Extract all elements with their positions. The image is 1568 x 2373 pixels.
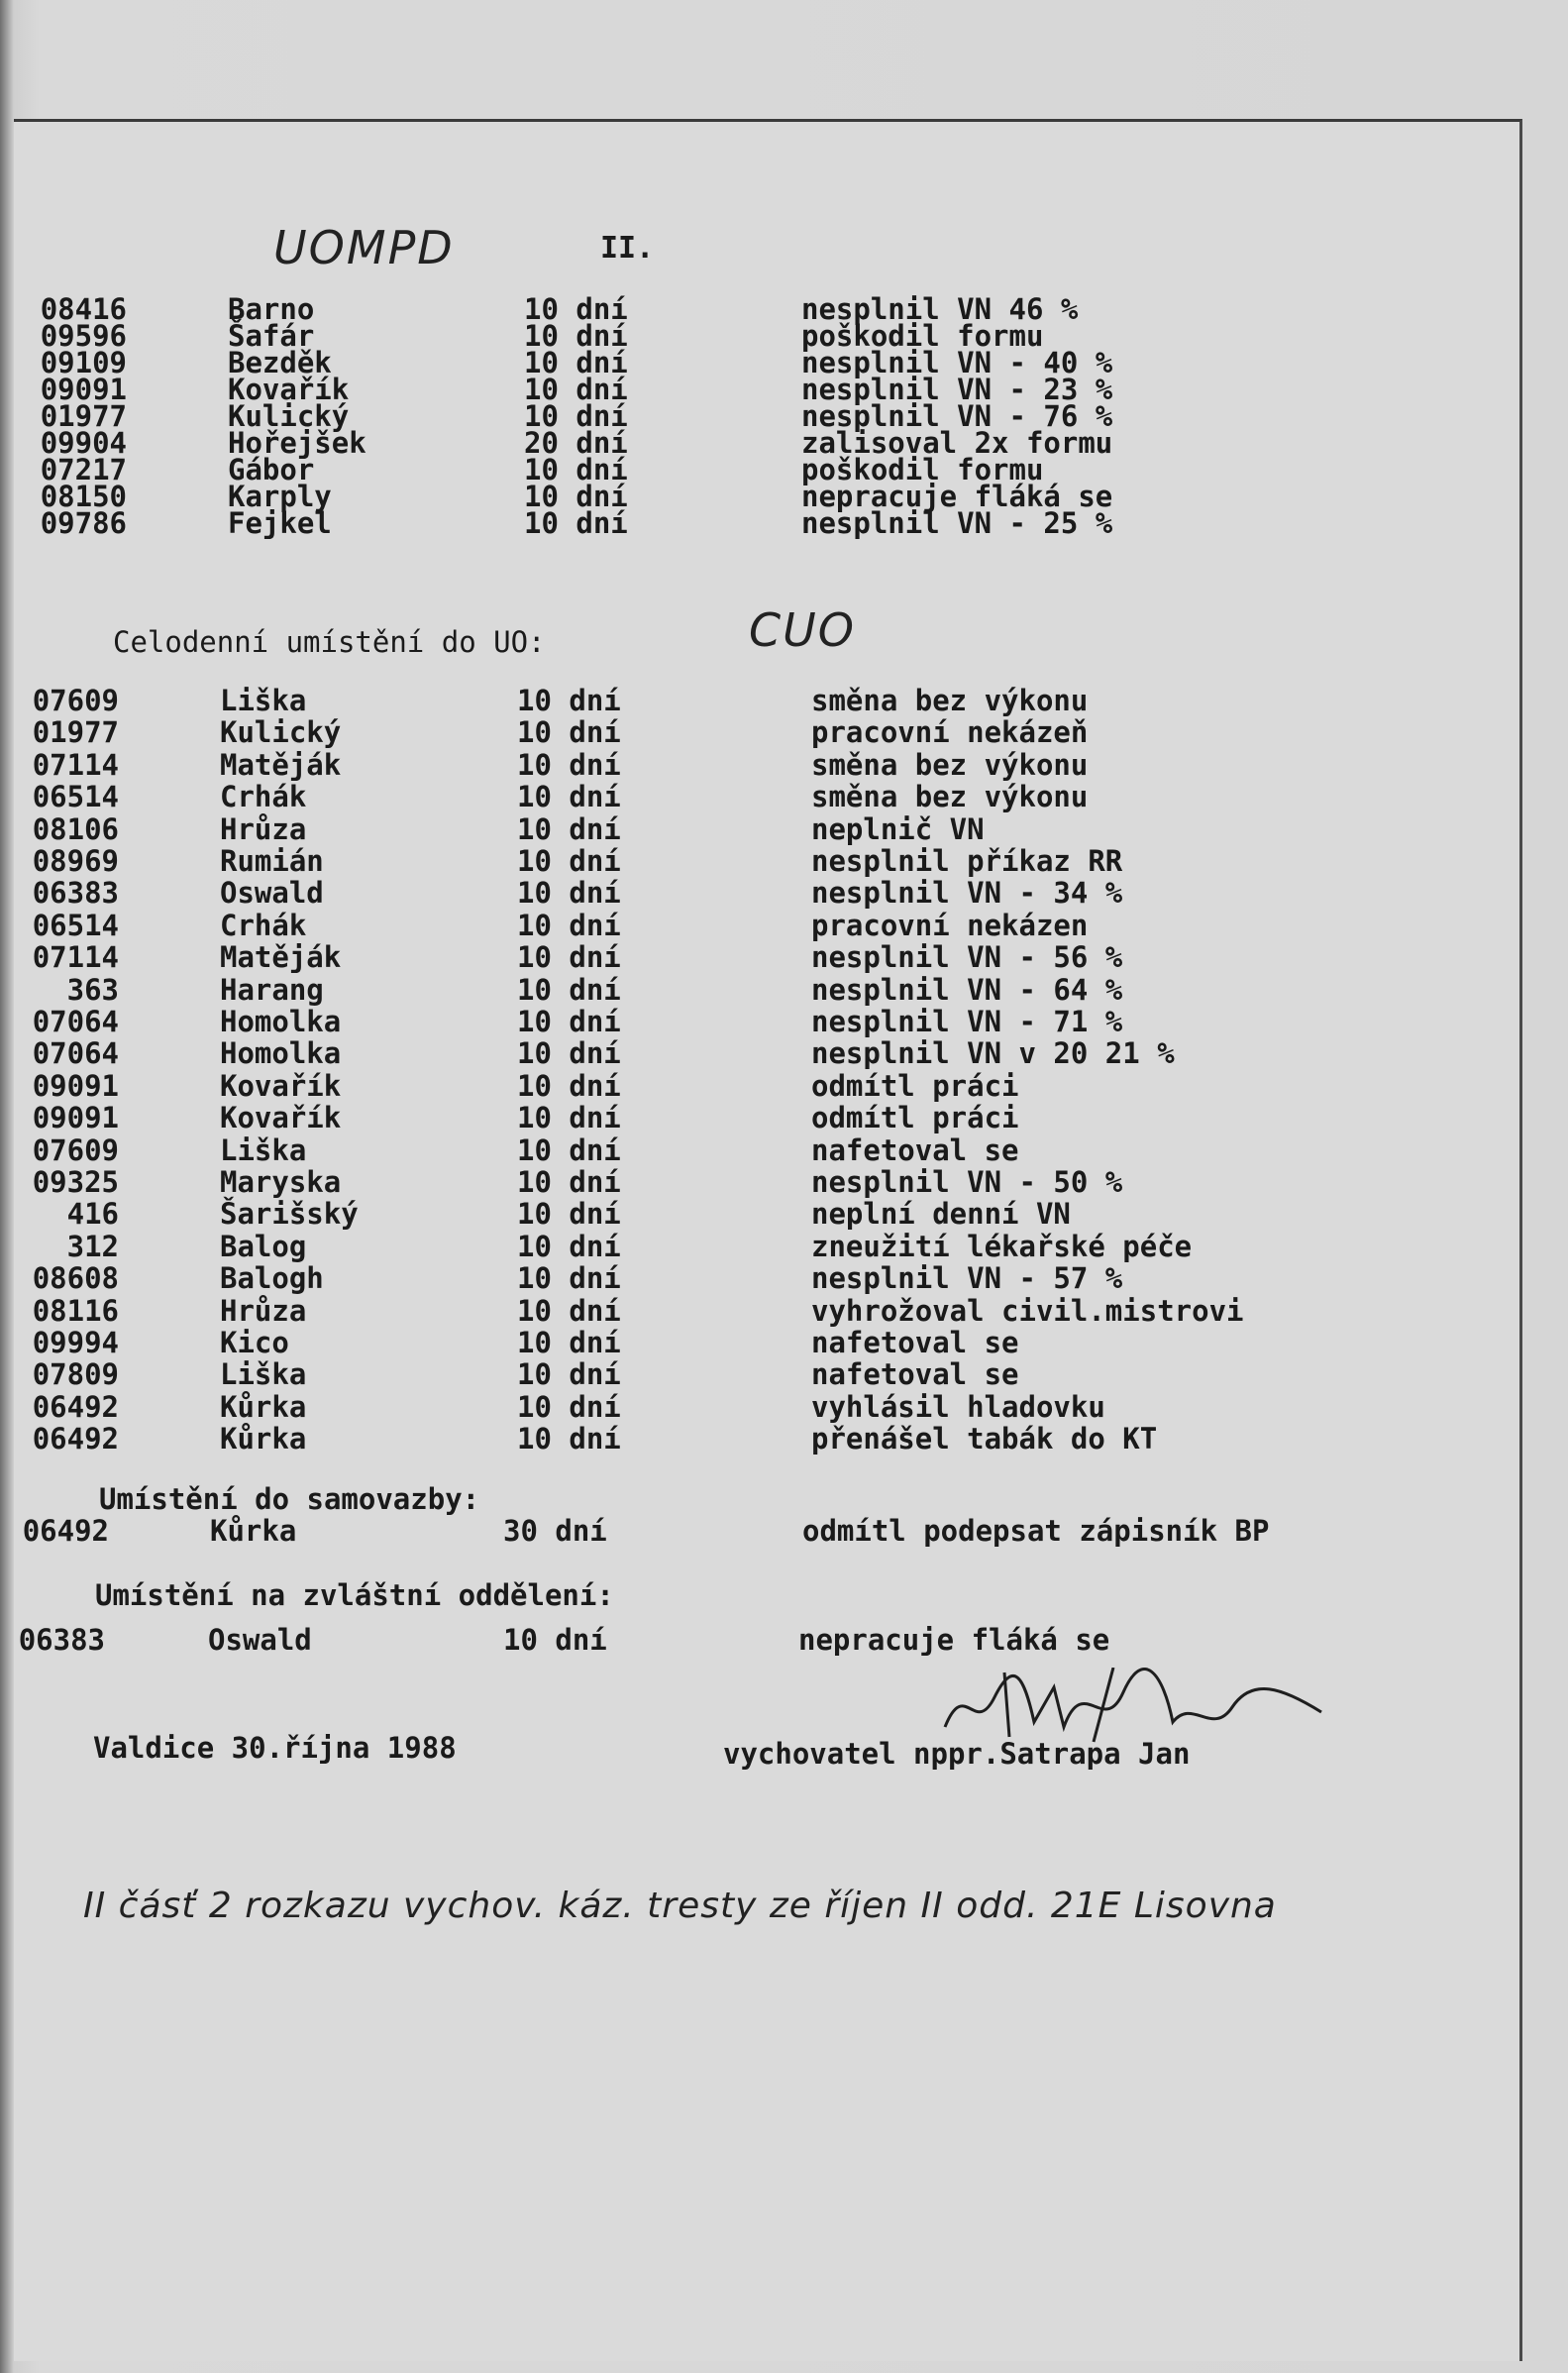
inmate-name: Balogh xyxy=(220,1261,324,1296)
handwritten-signature xyxy=(935,1668,1331,1747)
duration: 10 dní xyxy=(524,453,628,486)
reason: poškodil formu xyxy=(801,319,1044,353)
record-number: 09091 xyxy=(32,1101,119,1135)
record-number: 09596 xyxy=(40,319,127,353)
duration: 10 dní xyxy=(517,1229,621,1263)
inmate-name: Šafár xyxy=(228,319,315,353)
handwritten-caption: II čásť 2 rozkazu vychov. káz. trestу ze říjen II odd. 21E Lisovna xyxy=(83,1886,1277,1926)
record-number: 08150 xyxy=(40,480,127,513)
duration: 10 dní xyxy=(517,1068,621,1103)
reason: nesplnil VN v 20 21 % xyxy=(811,1036,1175,1071)
reason: zalisoval 2x formu xyxy=(801,426,1113,460)
duration: 10 dní xyxy=(517,1197,621,1232)
duration: 10 dní xyxy=(524,480,628,513)
reason: směna bez výkonu xyxy=(811,747,1089,782)
reason: nesplnil VN 46 % xyxy=(801,292,1079,326)
table-row xyxy=(14,1229,1302,1263)
inmate-name: Matěják xyxy=(220,747,342,782)
table-row xyxy=(14,1389,1302,1424)
reason: nepracuje fláká se xyxy=(798,1623,1110,1657)
inmate-name: Kulický xyxy=(228,399,350,433)
table-row xyxy=(14,1197,1302,1232)
table-row xyxy=(14,506,1302,540)
table-row xyxy=(14,972,1302,1007)
record-number: 06383 xyxy=(18,1623,105,1657)
table-row xyxy=(14,480,1302,513)
reason: nafetoval se xyxy=(811,1326,1019,1359)
table-row xyxy=(14,1133,1302,1167)
reason: odmítl podepsat zápisník BP xyxy=(802,1514,1270,1548)
record-number: 07217 xyxy=(40,453,127,486)
record-number: 09994 xyxy=(32,1326,119,1359)
table-row xyxy=(14,1422,1302,1456)
record-number: 08969 xyxy=(32,844,119,878)
record-number: 07609 xyxy=(32,684,119,717)
table-row xyxy=(14,1326,1302,1359)
section2-heading: Celodenní umístění do UO: xyxy=(113,625,546,659)
table-row xyxy=(14,811,1302,846)
inmate-name: Bezděk xyxy=(228,346,332,379)
table-row xyxy=(14,292,1302,326)
duration: 10 dní xyxy=(517,1389,621,1424)
inmate-name: Kico xyxy=(220,1326,289,1359)
section3-heading: Umístění do samovazby: xyxy=(99,1482,480,1516)
inmate-name: Maryska xyxy=(220,1165,342,1199)
inmate-name: Fejkel xyxy=(228,506,332,540)
inmate-name: Kůrka xyxy=(220,1389,307,1424)
record-number: 06514 xyxy=(32,908,119,942)
table-row xyxy=(14,684,1302,717)
inmate-name: Oswald xyxy=(208,1623,312,1657)
reason: přenášel tabák do KT xyxy=(811,1422,1158,1456)
record-number: 01977 xyxy=(40,399,127,433)
duration: 10 dní xyxy=(517,1165,621,1199)
table-row xyxy=(14,780,1302,814)
inmate-name: Kovařík xyxy=(228,373,350,406)
place-date: Valdice 30.října 1988 xyxy=(93,1731,457,1765)
record-number: 07114 xyxy=(32,747,119,782)
duration: 10 dní xyxy=(517,1133,621,1167)
record-number: 08106 xyxy=(32,811,119,846)
reason: zneužití lékařské péče xyxy=(811,1229,1193,1263)
record-number: 07114 xyxy=(32,940,119,975)
section-label: II. xyxy=(600,231,655,266)
record-number: 06492 xyxy=(22,1514,109,1548)
reason: nesplnil VN - 23 % xyxy=(801,373,1113,406)
duration: 10 dní xyxy=(517,908,621,942)
reason: nesplnil VN - 71 % xyxy=(811,1005,1123,1038)
duration: 10 dní xyxy=(517,876,621,911)
table-row xyxy=(14,844,1302,878)
reason: vyhrožoval civil.mistrovi xyxy=(811,1293,1244,1328)
table-row xyxy=(14,346,1302,379)
record-number: 07609 xyxy=(32,1133,119,1167)
duration: 10 dní xyxy=(517,811,621,846)
duration: 10 dní xyxy=(517,1101,621,1135)
inmate-name: Kulický xyxy=(220,715,342,750)
table-row xyxy=(14,908,1302,942)
record-number: 09109 xyxy=(40,346,127,379)
duration: 10 dní xyxy=(517,715,621,750)
reason: pracovní nekázeň xyxy=(811,715,1089,750)
table-row xyxy=(14,1101,1302,1135)
table-row xyxy=(14,426,1302,460)
signatory-line: vychovatel nppr.Satrapa Jan xyxy=(723,1737,1191,1771)
reason: nafetoval se xyxy=(811,1133,1019,1167)
inmate-name: Kovařík xyxy=(220,1068,342,1103)
reason: nesplnil VN - 50 % xyxy=(811,1165,1123,1199)
duration: 10 dní xyxy=(524,373,628,406)
inmate-name: Harang xyxy=(220,972,324,1007)
duration: 10 dní xyxy=(524,506,628,540)
table-row xyxy=(14,1036,1302,1071)
reason: směna bez výkonu xyxy=(811,780,1089,814)
reason: poškodil formu xyxy=(801,453,1044,486)
duration: 10 dní xyxy=(517,1326,621,1359)
reason: nesplnil VN - 64 % xyxy=(811,972,1123,1007)
reason: nesplnil VN - 57 % xyxy=(811,1261,1123,1296)
duration: 10 dní xyxy=(517,1293,621,1328)
section4-heading: Umístění na zvláštní oddělení: xyxy=(95,1578,614,1612)
reason: vyhlásil hladovku xyxy=(811,1389,1105,1424)
duration: 10 dní xyxy=(517,747,621,782)
inmate-name: Rumián xyxy=(220,844,324,878)
inmate-name: Gábor xyxy=(228,453,315,486)
inmate-name: Karply xyxy=(228,480,332,513)
inmate-name: Hrůza xyxy=(220,1293,307,1328)
record-number: 08416 xyxy=(40,292,127,326)
reason: nafetoval se xyxy=(811,1357,1019,1392)
table-row xyxy=(14,1005,1302,1038)
record-number: 09904 xyxy=(40,426,127,460)
record-number: 06492 xyxy=(32,1422,119,1456)
record-number: 07064 xyxy=(32,1036,119,1071)
inmate-name: Matěják xyxy=(220,940,342,975)
record-number: 06492 xyxy=(32,1389,119,1424)
record-number: 06383 xyxy=(32,876,119,911)
reason: nesplnil VN - 40 % xyxy=(801,346,1113,379)
record-number: 07809 xyxy=(32,1357,119,1392)
reason: směna bez výkonu xyxy=(811,684,1089,717)
table-row xyxy=(14,319,1302,353)
reason: nesplnil VN - 56 % xyxy=(811,940,1123,975)
inmate-name: Hrůza xyxy=(220,811,307,846)
duration: 10 dní xyxy=(517,972,621,1007)
duration: 10 dní xyxy=(517,1036,621,1071)
duration: 10 dní xyxy=(517,684,621,717)
reason: odmítl práci xyxy=(811,1068,1019,1103)
inmate-name: Balog xyxy=(220,1229,307,1263)
reason: pracovní nekázen xyxy=(811,908,1089,942)
table-row xyxy=(14,1623,1302,1657)
record-number: 07064 xyxy=(32,1005,119,1038)
table-row xyxy=(14,747,1302,782)
record-number: 08608 xyxy=(32,1261,119,1296)
duration: 10 dní xyxy=(517,780,621,814)
inmate-name: Kůrka xyxy=(220,1422,307,1456)
inmate-name: Kůrka xyxy=(210,1514,297,1548)
duration: 10 dní xyxy=(517,1357,621,1392)
record-number: 09091 xyxy=(40,373,127,406)
handwritten-unit-label: UOMPD xyxy=(273,221,455,274)
reason: nepracuje fláká se xyxy=(801,480,1113,513)
inmate-name: Homolka xyxy=(220,1005,342,1038)
duration: 10 dní xyxy=(524,399,628,433)
table-row xyxy=(14,1514,1302,1548)
table-row xyxy=(14,715,1302,750)
reason: nesplnil VN - 76 % xyxy=(801,399,1113,433)
inmate-name: Oswald xyxy=(220,876,324,911)
table-row xyxy=(14,1357,1302,1392)
duration: 10 dní xyxy=(517,1261,621,1296)
table-row xyxy=(14,940,1302,975)
handwritten-cuo-note: CUO xyxy=(749,603,856,657)
inmate-name: Liška xyxy=(220,1133,307,1167)
table-row xyxy=(14,399,1302,433)
duration: 10 dní xyxy=(517,844,621,878)
duration: 10 dní xyxy=(524,292,628,326)
record-number: 01977 xyxy=(32,715,119,750)
duration: 10 dní xyxy=(517,940,621,975)
table-row xyxy=(14,1261,1302,1296)
reason: nesplnil příkaz RR xyxy=(811,844,1123,878)
duration: 10 dní xyxy=(517,1005,621,1038)
table-row xyxy=(14,453,1302,486)
inmate-name: Barno xyxy=(228,292,315,326)
table-row xyxy=(14,1165,1302,1199)
record-number: 416 xyxy=(66,1197,119,1232)
duration: 10 dní xyxy=(524,346,628,379)
table-row xyxy=(14,876,1302,911)
duration: 20 dní xyxy=(524,426,628,460)
record-number: 09786 xyxy=(40,506,127,540)
reason: nesplnil VN - 25 % xyxy=(801,506,1113,540)
document-sheet xyxy=(14,119,1522,2361)
record-number: 312 xyxy=(66,1229,119,1263)
inmate-name: Liška xyxy=(220,684,307,717)
duration: 10 dní xyxy=(517,1422,621,1456)
record-number: 06514 xyxy=(32,780,119,814)
record-number: 08116 xyxy=(32,1293,119,1328)
duration: 10 dní xyxy=(503,1623,607,1657)
reason: odmítl práci xyxy=(811,1101,1019,1135)
table-row xyxy=(14,1068,1302,1103)
inmate-name: Kovařík xyxy=(220,1101,342,1135)
duration: 30 dní xyxy=(503,1514,607,1548)
inmate-name: Crhák xyxy=(220,908,307,942)
record-number: 363 xyxy=(66,972,119,1007)
reason: nesplnil VN - 34 % xyxy=(811,876,1123,911)
inmate-name: Liška xyxy=(220,1357,307,1392)
table-row xyxy=(14,1293,1302,1328)
duration: 10 dní xyxy=(524,319,628,353)
table-row xyxy=(14,373,1302,406)
inmate-name: Homolka xyxy=(220,1036,342,1071)
record-number: 09091 xyxy=(32,1068,119,1103)
reason: neplní denní VN xyxy=(811,1197,1071,1232)
inmate-name: Crhák xyxy=(220,780,307,814)
record-number: 09325 xyxy=(32,1165,119,1199)
inmate-name: Hořejšek xyxy=(228,426,366,460)
inmate-name: Šarišský xyxy=(220,1197,359,1232)
reason: neplnič VN xyxy=(811,811,985,846)
